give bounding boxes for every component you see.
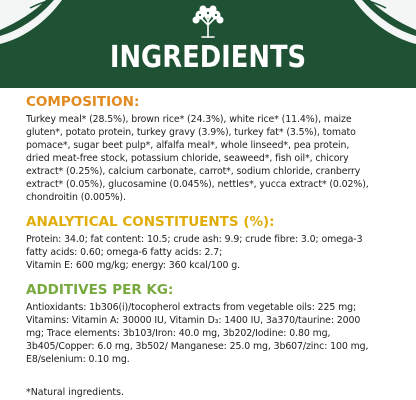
analytical-heading: ANALYTICAL CONSTITUENTS (%): xyxy=(26,214,275,230)
composition-line: chondroitin (0.005%). xyxy=(26,192,126,203)
additives-line: Antioxidants: 1b306(i)/tocopherol extracts from vegetable oils: 225 mg; xyxy=(26,302,357,313)
additives-line: mg; Trace elements: 3b103/Iron: 40.0 mg, 3b202/Iodine: 0.80 mg, xyxy=(26,328,331,339)
composition-line: gluten*, potato protein, turkey gravy (3.9%), turkey fat* (3.5%), tomato xyxy=(26,127,356,138)
analytical-line: Protein: 34.0; fat content: 10.5; crude ash: 9.9; crude fibre: 3.0; omega-3 xyxy=(26,234,363,245)
ingredients-content xyxy=(26,93,402,366)
additives-line: E8/selenium: 0.10 mg. xyxy=(26,354,130,365)
tree-icon xyxy=(188,5,228,39)
composition-line: pomace*, sugar beet pulp*, alfalfa meal*, whole linseed*, pea protein, xyxy=(26,140,350,151)
composition-text xyxy=(26,113,402,204)
header-banner xyxy=(0,0,416,88)
footnote: *Natural ingredients. xyxy=(26,387,124,398)
additives-heading: ADDITIVES PER KG: xyxy=(26,282,174,298)
page-title: INGREDIENTS xyxy=(109,40,307,75)
analytical-text xyxy=(26,233,402,272)
composition-line: extract* (0.25%), calcium carbonate, carrot*, sodium chloride, cranberry xyxy=(26,166,361,177)
additives-text xyxy=(26,301,402,366)
composition-line: extract* (0.05%), glucosamine (0.045%), nettles*, yucca extract* (0.02%), xyxy=(26,179,369,190)
composition-line: Turkey meal* (28.5%), brown rice* (24.3%), white rice* (11.4%), maize xyxy=(26,114,352,125)
analytical-line: Vitamin E: 600 mg/kg; energy: 360 kcal/100 g. xyxy=(26,260,240,271)
analytical-line: fatty acids: 0.60; omega-6 fatty acids: 2.7; xyxy=(26,247,223,258)
additives-line: Vitamins: Vitamin A: 30000 IU, Vitamin D₃: 1400 IU, 3a370/taurine: 2000 xyxy=(26,315,361,326)
composition-line: dried meat-free stock, potassium chloride, seaweed*, fish oil*, chicory xyxy=(26,153,349,164)
additives-line: 3b405/Copper: 6.0 mg, 3b502/ Manganese: 25.0 mg, 3b607/zinc: 100 mg, xyxy=(26,341,369,352)
composition-heading: COMPOSITION: xyxy=(26,94,140,110)
